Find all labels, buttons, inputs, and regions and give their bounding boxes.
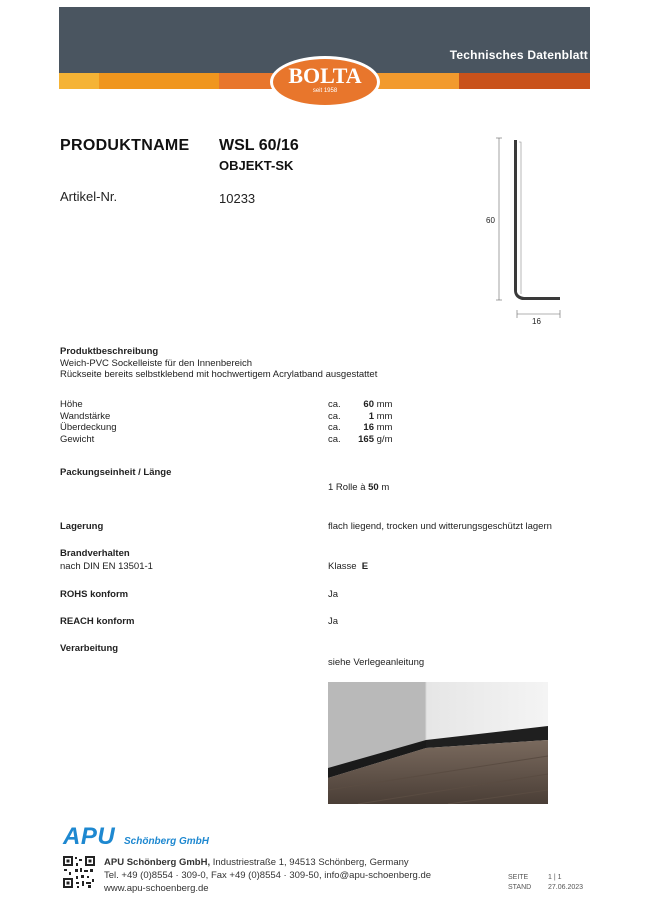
spec-unit: mm bbox=[376, 422, 393, 433]
spec-value: 60 bbox=[363, 399, 374, 410]
spec-unit: mm bbox=[376, 410, 393, 422]
spec-prefix: ca. bbox=[328, 399, 341, 410]
packaging-value-text: 1 Rolle à bbox=[328, 482, 366, 493]
fire-behaviour-standard: nach DIN EN 13501-1 bbox=[60, 561, 153, 572]
fire-class: E bbox=[361, 561, 369, 572]
packaging-value bbox=[328, 482, 389, 494]
article-number: 10233 bbox=[219, 191, 256, 206]
spec-prefix: ca. bbox=[328, 410, 341, 422]
company-contact: Tel. +49 (0)8554 · 309-0, Fax +49 (0)8554 · 309-50, info@apu-schoenberg.de bbox=[104, 870, 432, 881]
page-meta bbox=[508, 873, 583, 893]
company-website[interactable]: www.apu-schoenberg.de bbox=[104, 883, 209, 894]
storage-value: flach liegend, trocken und witterungsgeschützt lagern bbox=[328, 521, 552, 532]
rohs-value: Ja bbox=[328, 589, 339, 600]
packaging-unit: m bbox=[381, 482, 390, 493]
product-name: WSL 60/16 bbox=[219, 137, 299, 154]
spec-label: Gewicht bbox=[60, 433, 95, 445]
product-variant: OBJEKT-SK bbox=[219, 158, 294, 173]
logo-brand-text: BOLTA bbox=[288, 63, 362, 88]
company-name: APU Schönberg GmbH, bbox=[104, 857, 211, 868]
storage-label: Lagerung bbox=[60, 521, 104, 532]
document-type-title: Technisches Datenblatt bbox=[449, 48, 588, 62]
bolta-logo bbox=[270, 56, 380, 108]
profile-drawing bbox=[476, 130, 576, 330]
packaging-label: Packungseinheit / Länge bbox=[60, 467, 172, 478]
description-line: Rückseite bereits selbstklebend mit hochwertigem Acrylatband ausgestattet bbox=[60, 369, 378, 380]
article-number-label: Artikel-Nr. bbox=[60, 189, 118, 204]
reach-value: Ja bbox=[328, 616, 339, 627]
width-dimension-label: 16 bbox=[532, 317, 541, 326]
fire-class-label: Klasse bbox=[328, 561, 357, 572]
product-name-label: PRODUKTNAME bbox=[60, 137, 190, 154]
processing-label: Verarbeitung bbox=[60, 643, 119, 654]
spec-value-row bbox=[328, 411, 392, 423]
spec-label: Höhe bbox=[60, 399, 83, 410]
spec-value: 165 bbox=[358, 433, 374, 445]
spec-value-row bbox=[328, 434, 392, 446]
description-line: Weich-PVC Sockelleiste für den Innenbereich bbox=[60, 357, 253, 369]
rohs-label: ROHS konform bbox=[60, 589, 129, 600]
company-street: Industriestraße 1, 94513 Schönberg, Germany bbox=[210, 857, 409, 868]
apu-logo-subtitle: Schönberg GmbH bbox=[124, 836, 210, 847]
qr-code bbox=[62, 855, 96, 889]
spec-prefix: ca. bbox=[328, 422, 341, 433]
fire-class-value bbox=[328, 561, 368, 573]
page-label: SEITE bbox=[508, 874, 529, 881]
spec-value: 16 bbox=[363, 422, 374, 433]
spec-label: Wandstärke bbox=[60, 410, 111, 422]
spec-unit: mm bbox=[376, 399, 393, 410]
spec-prefix: ca. bbox=[328, 433, 341, 445]
height-dimension-label: 60 bbox=[486, 216, 495, 225]
description-heading: Produktbeschreibung bbox=[60, 346, 159, 357]
packaging-length: 50 bbox=[368, 482, 379, 493]
logo-since-text: seit 1958 bbox=[312, 88, 338, 94]
reach-label: REACH konform bbox=[60, 616, 135, 627]
spec-values bbox=[328, 399, 392, 445]
spec-labels bbox=[60, 399, 117, 445]
spec-unit: g/m bbox=[376, 433, 393, 445]
spec-value: 1 bbox=[368, 410, 374, 422]
spec-value-row bbox=[328, 422, 392, 434]
installation-photo bbox=[328, 682, 548, 804]
spec-value-row bbox=[328, 399, 392, 411]
page-number: 1 | 1 bbox=[548, 874, 562, 881]
date-label: STAND bbox=[508, 884, 532, 891]
document-date: 27.06.2023 bbox=[548, 884, 584, 891]
spec-label: Überdeckung bbox=[60, 422, 117, 433]
fire-behaviour-label: Brandverhalten bbox=[60, 548, 130, 559]
product-description bbox=[60, 346, 377, 381]
company-address bbox=[104, 856, 431, 895]
apu-logo: APU bbox=[63, 823, 116, 850]
processing-value: siehe Verlegeanleitung bbox=[328, 657, 425, 668]
